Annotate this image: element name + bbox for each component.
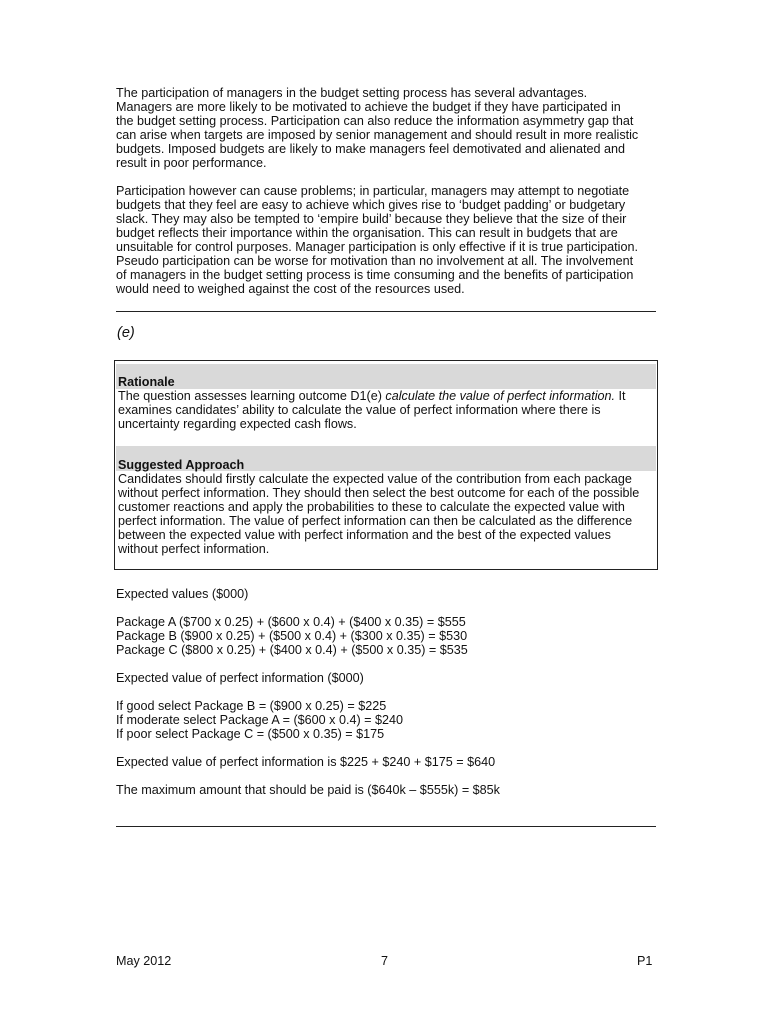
package-c-calculation: Package C ($800 x 0.25) + ($400 x 0.4) + ($500 x 0.35) = $535 xyxy=(116,643,468,657)
if-good-line: If good select Package B = ($900 x 0.25) = $225 xyxy=(116,699,387,713)
rationale-text-end: It examines candidates’ ability to calculate the value of perfect information where there is uncertainty regarding expected cash flows. xyxy=(118,389,626,431)
evpi-total-line: Expected value of perfect information is $225 + $240 + $175 = $640 xyxy=(116,755,496,769)
rationale-heading: Rationale xyxy=(118,375,175,389)
evpi-heading: Expected value of perfect information ($000) xyxy=(116,671,364,685)
rationale-heading-band xyxy=(116,364,656,389)
suggested-approach-text: Candidates should firstly calculate the expected value of the contribution from each package without perfect information. They should then select the best outcome for each of the possible customer reactions and apply the probabilities to these to calculate the expected value with perfect information. The value of perfect information can then be calculated as the difference between the expected value with perfect information and the best of the expected values without perfect information. xyxy=(118,472,640,556)
suggested-approach-heading: Suggested Approach xyxy=(118,458,245,472)
footer-date: May 2012 xyxy=(116,954,172,968)
end-divider xyxy=(116,826,656,827)
paragraph-participation-advantages: The participation of managers in the budget setting process has several advantages. Managers are more likely to be motivated to achieve the budget if they have participated in the budget setting process. Participation can also reduce the information asymmetry gap that can arise when targets are imposed by senior management and should result in more realistic budgets. Imposed budgets are likely to make managers feel demotivated and alienated and result in poor performance. xyxy=(116,86,639,170)
footer-paper-code: P1 xyxy=(637,954,653,968)
learning-outcome-text: calculate the value of perfect information. xyxy=(385,389,616,403)
rationale-text-start: The question assesses learning outcome D1(e) xyxy=(118,389,386,403)
expected-values-heading: Expected values ($000) xyxy=(116,587,249,601)
maximum-amount-line: The maximum amount that should be paid is ($640k – $555k) = $85k xyxy=(116,783,500,797)
package-a-calculation: Package A ($700 x 0.25) + ($600 x 0.4) + ($400 x 0.35) = $555 xyxy=(116,615,466,629)
section-divider xyxy=(116,311,656,312)
paragraph-participation-problems: Participation however can cause problems; in particular, managers may attempt to negotiate budgets that they feel are easy to achieve which gives rise to ‘budget padding’ or budgetary slack. They may also be tempted to ‘empire build’ because they believe that the size of their budget reflects their importance within the organisation. This can result in budgets that are unsuitable for control purposes. Manager participation is only effective if it is true participation. Pseudo participation can be worse for motivation than no involvement at all. The involvement of managers in the budget setting process is time consuming and the benefits of participation would need to weighed against the cost of the resources used. xyxy=(116,184,638,296)
if-poor-line: If poor select Package C = ($500 x 0.35) = $175 xyxy=(116,727,385,741)
section-label: (e) xyxy=(117,325,135,341)
footer-page-number: 7 xyxy=(381,954,389,968)
rationale-approach-box xyxy=(114,360,658,570)
if-moderate-line: If moderate select Package A = ($600 x 0.4) = $240 xyxy=(116,713,404,727)
rationale-text xyxy=(118,389,654,431)
package-b-calculation: Package B ($900 x 0.25) + ($500 x 0.4) + ($300 x 0.35) = $530 xyxy=(116,629,468,643)
